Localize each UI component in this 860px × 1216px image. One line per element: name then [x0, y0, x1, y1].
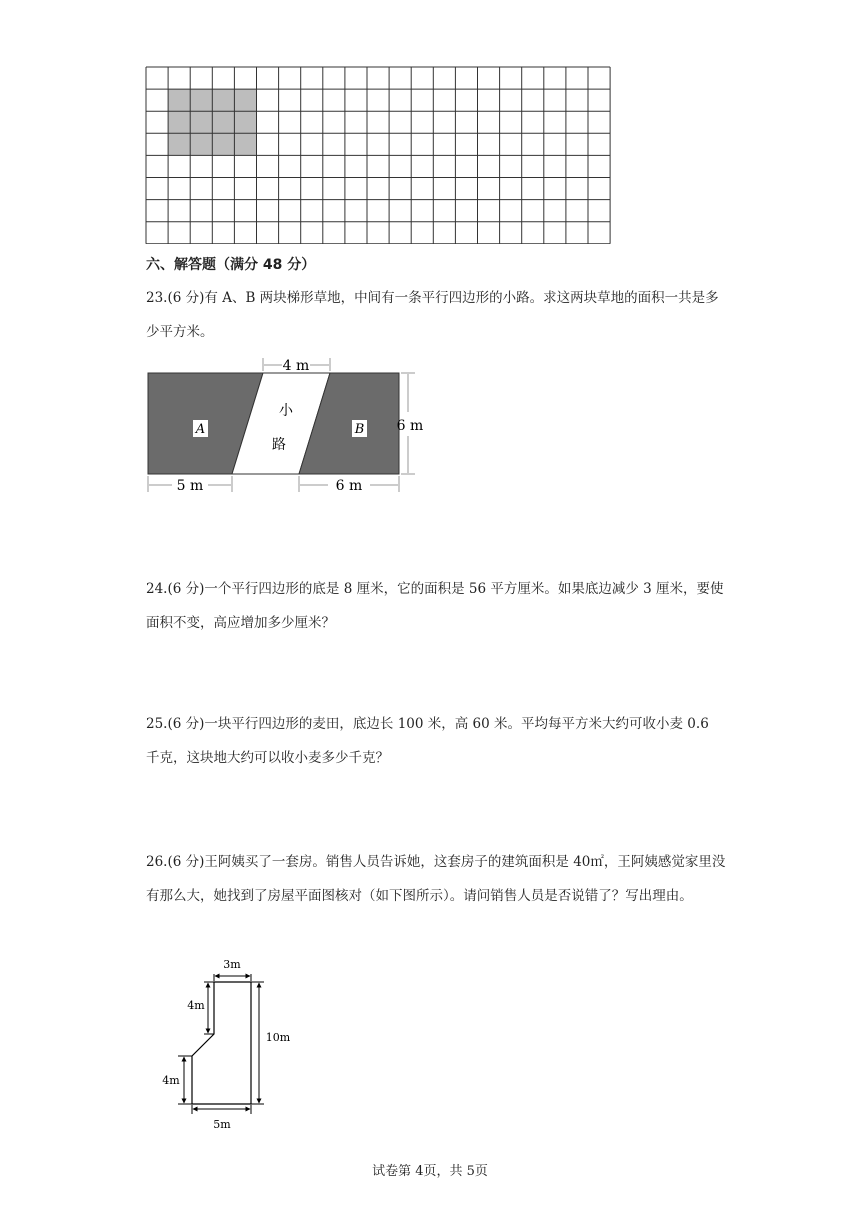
section-title: 六、解答题（满分 48 分） [146, 257, 316, 273]
shaded-cell [234, 133, 256, 155]
question-text: 一块平行四边形的麦田，底边长 100 米，高 60 米。平均每平方米大约可收小麦 0.6 千克，这块地大约可以收小麦多少千克？ [146, 716, 709, 766]
shaded-cell [212, 111, 234, 133]
question-number: 23. [146, 290, 168, 306]
question-score: (6 分) [167, 290, 205, 306]
shaded-cell [212, 89, 234, 111]
right-dimension-label: 10m [265, 1031, 291, 1044]
path-char-2: 路 [272, 437, 286, 453]
question-25 [146, 707, 726, 775]
right-dimension-label: 6 m [396, 418, 424, 434]
question-24 [146, 572, 726, 640]
lower-left-dimension-label: 4m [162, 1074, 180, 1087]
page-footer: 试卷第 4页，共 5页 [372, 1164, 488, 1179]
label-a: A [195, 422, 206, 437]
bottom-right-dimension-label: 6 m [335, 478, 363, 494]
question-text: 王阿姨买了一套房。销售人员告诉她，这套房子的建筑面积是 40㎡，王阿姨感觉家里没有那么大，她找到了房屋平面图核对（如下图所示）。请问销售人员是否说错了？写出理由。 [146, 854, 726, 904]
shaded-cell [190, 111, 212, 133]
question-number: 25. [146, 716, 168, 732]
question-number: 24. [146, 581, 168, 597]
shaded-cell [234, 89, 256, 111]
shaded-cell [234, 111, 256, 133]
top-dimension-label: 4 m [282, 358, 310, 374]
question-number: 26. [146, 854, 168, 870]
upper-left-dimension-label: 4m [187, 999, 205, 1012]
question-text: 有 A、B 两块梯形草地，中间有一条平行四边形的小路。求这两块草地的面积一共是多少平方米。 [146, 290, 719, 340]
question-26 [146, 845, 726, 913]
question-score: (6 分) [167, 716, 205, 732]
shaded-cell [168, 133, 190, 155]
path-char-1: 小 [279, 403, 293, 419]
square-grid [145, 66, 612, 244]
label-b: B [354, 422, 365, 437]
bottom-dimension-label: 5m [213, 1118, 231, 1131]
question-score: (6 分) [167, 581, 205, 597]
shaded-cell [190, 89, 212, 111]
question-23 [146, 281, 726, 349]
question-score: (6 分) [167, 854, 205, 870]
question-text: 一个平行四边形的底是 8 厘米，它的面积是 56 平方厘米。如果底边减少 3 厘米，要使面积不变，高应增加多少厘米？ [146, 581, 724, 631]
shaded-cell [212, 133, 234, 155]
shaded-cell [168, 89, 190, 111]
bottom-left-dimension-label: 5 m [176, 478, 204, 494]
shaded-cell [190, 133, 212, 155]
top-dimension-label: 3m [223, 958, 241, 971]
floor-plan-figure [160, 952, 300, 1137]
shaded-cell [168, 111, 190, 133]
trapezoid-lawn-figure [140, 352, 440, 497]
